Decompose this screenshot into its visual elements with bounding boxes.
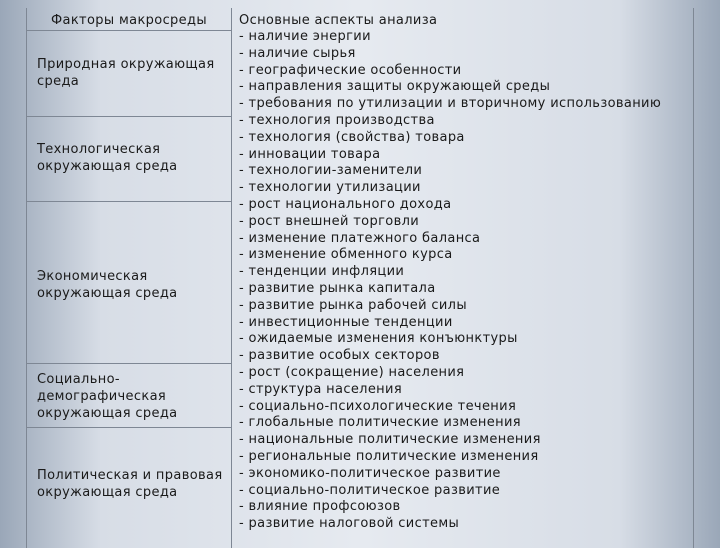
aspect-item: - региональные политические изменения bbox=[239, 448, 539, 464]
aspect-item: - инвестиционные тенденции bbox=[239, 314, 453, 330]
aspect-item: - рост внешней торговли bbox=[239, 213, 420, 229]
aspect-item: - наличие энергии bbox=[239, 29, 371, 44]
aspect-item: - структура населения bbox=[239, 381, 402, 397]
row-divider bbox=[27, 201, 231, 202]
aspect-item: - развитие особых секторов bbox=[239, 348, 440, 364]
header-factors: Факторы макросреды bbox=[51, 13, 207, 28]
aspect-item: - развитие рынка капитала bbox=[239, 280, 436, 296]
factor-political-legal bbox=[37, 467, 223, 501]
factor-line: окружающая среда bbox=[37, 286, 178, 301]
factor-line: среда bbox=[37, 74, 80, 89]
factor-line: Природная окружающая bbox=[37, 57, 215, 72]
factor-economic bbox=[37, 268, 178, 302]
factor-line: Социально- bbox=[37, 372, 120, 387]
aspect-item: - ожидаемые изменения конъюнктуры bbox=[239, 331, 518, 347]
aspect-item: - национальные политические изменения bbox=[239, 432, 541, 448]
row-divider bbox=[27, 116, 231, 117]
row-divider bbox=[27, 427, 231, 428]
factor-line: демографическая bbox=[37, 389, 167, 404]
aspect-item: - технология производства bbox=[239, 112, 435, 128]
aspect-item: - требования по утилизации и вторичному использованию bbox=[239, 96, 662, 112]
aspect-item: - развитие налоговой системы bbox=[239, 516, 460, 532]
aspect-item: - изменение платежного баланса bbox=[239, 230, 481, 246]
aspects-list bbox=[239, 29, 661, 533]
column-divider bbox=[231, 8, 232, 548]
aspect-item: - технологии утилизации bbox=[239, 180, 421, 196]
aspect-item: - глобальные политические изменения bbox=[239, 415, 521, 431]
aspect-item: - наличие сырья bbox=[239, 45, 356, 61]
factor-natural bbox=[37, 56, 215, 90]
factor-line: Экономическая bbox=[37, 269, 148, 284]
row-divider bbox=[27, 363, 231, 364]
aspect-item: - экономико-политическое развитие bbox=[239, 465, 501, 481]
aspect-item: - развитие рынка рабочей силы bbox=[239, 297, 467, 313]
header-aspects: Основные аспекты анализа bbox=[239, 13, 438, 28]
aspect-item: - социально-психологические течения bbox=[239, 398, 517, 414]
row-divider bbox=[27, 30, 231, 31]
factor-line: Технологическая bbox=[37, 142, 161, 157]
factor-line: окружающая среда bbox=[37, 485, 178, 500]
aspect-item: - влияние профсоюзов bbox=[239, 499, 401, 515]
factor-line: Политическая и правовая bbox=[37, 468, 223, 483]
aspect-item: - тенденции инфляции bbox=[239, 264, 405, 280]
aspect-item: - технологии-заменители bbox=[239, 163, 423, 179]
factor-line: окружающая среда bbox=[37, 406, 178, 421]
factor-sociodemographic bbox=[37, 371, 178, 422]
factor-line: окружающая среда bbox=[37, 159, 178, 174]
aspect-item: - инновации товара bbox=[239, 146, 381, 162]
factor-technological bbox=[37, 141, 178, 175]
aspect-item: - рост (сокращение) населения bbox=[239, 364, 465, 380]
aspect-item: - изменение обменного курса bbox=[239, 247, 453, 263]
aspect-item: - рост национального дохода bbox=[239, 196, 452, 212]
aspect-item: - географические особенности bbox=[239, 62, 462, 78]
aspect-item: - социально-политическое развитие bbox=[239, 482, 501, 498]
macro-environment-table bbox=[26, 8, 694, 548]
aspect-item: - направления защиты окружающей среды bbox=[239, 79, 551, 95]
aspect-item: - технология (свойства) товара bbox=[239, 129, 465, 145]
